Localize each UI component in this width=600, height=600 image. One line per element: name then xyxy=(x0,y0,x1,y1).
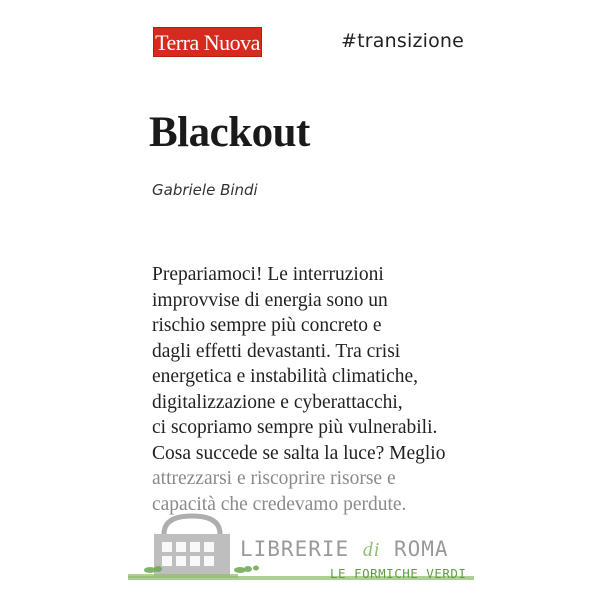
series-hashtag: #transizione xyxy=(341,30,465,52)
book-title: Blackout xyxy=(149,109,310,156)
blurb-line: dagli effetti devastanti. Tra crisi xyxy=(152,340,401,362)
blurb-line: ci scopriamo sempre più vulnerabili. xyxy=(152,417,438,438)
blurb-line: attrezzarsi e riscoprire risorse e xyxy=(152,468,396,489)
blurb-line: digitalizzazione e cyberattacchi, xyxy=(152,391,403,413)
watermark-subtitle: LE FORMICHE VERDI xyxy=(330,566,467,581)
watermark-text: LIBRERIE di ROMA xyxy=(240,537,449,561)
blurb-line: capacità che credevamo perdute. xyxy=(152,493,407,515)
book-author: Gabriele Bindi xyxy=(152,181,258,199)
book-blurb xyxy=(152,262,462,517)
blurb-line: energetica e instabilità climatiche, xyxy=(152,366,419,387)
blurb-line: rischio sempre più concreto e xyxy=(152,315,382,336)
blurb-line: Prepariamoci! Le interruzioni xyxy=(152,264,384,285)
publisher-logo: Terra Nuova xyxy=(153,27,262,57)
blurb-line: improvvise di energia sono un xyxy=(152,289,388,311)
blurb-line: Cosa succede se salta la luce? Meglio xyxy=(152,442,446,464)
